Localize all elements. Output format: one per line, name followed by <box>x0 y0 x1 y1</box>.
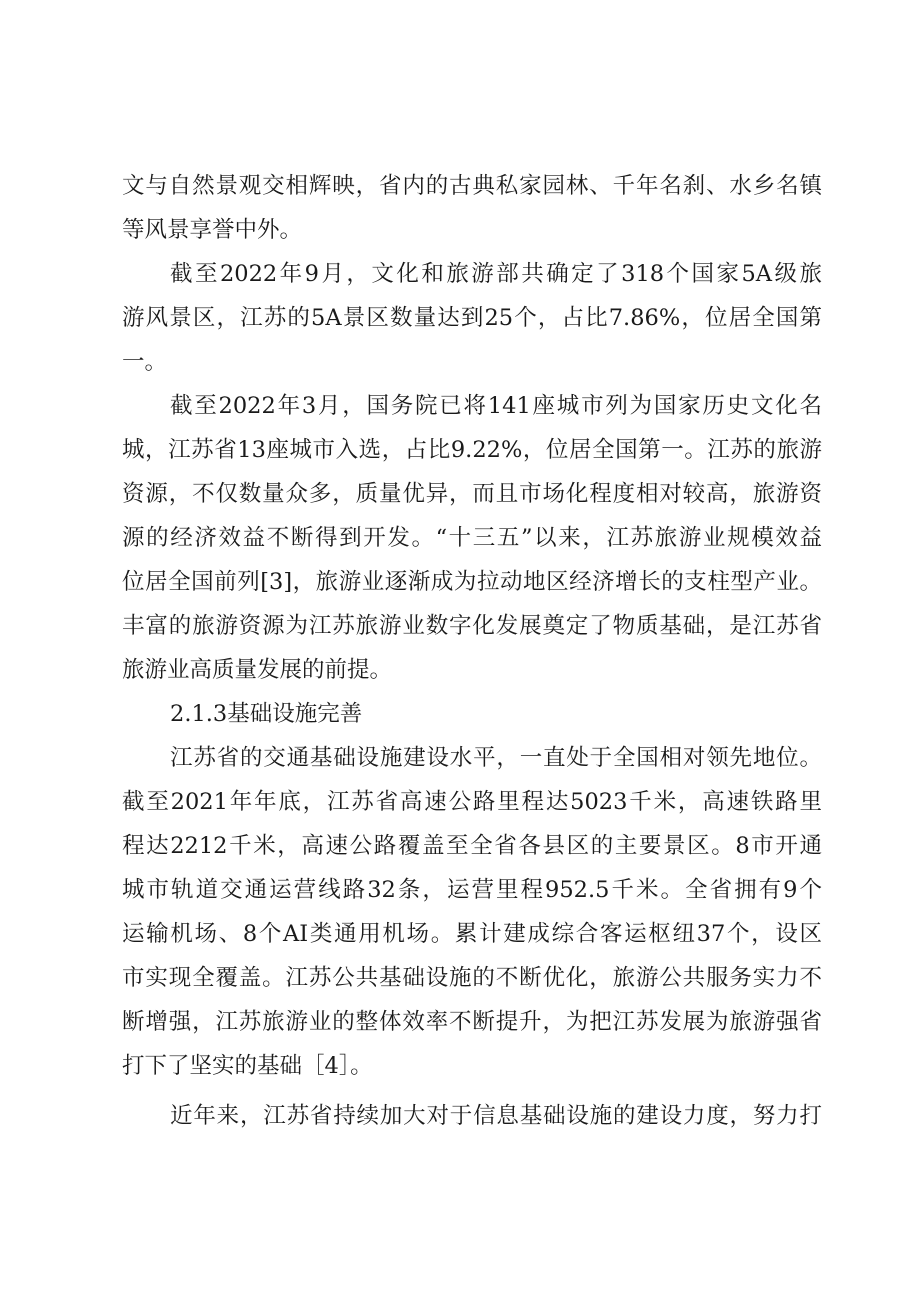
text-line: 城，江苏省13座城市入选，占比9.22%，位居全国第一。江苏的旅游 <box>122 437 822 463</box>
text-line: 城市轨道交通运营线路32条，运营里程952.5千米。全省拥有9个 <box>122 877 822 903</box>
text-line: 源的经济效益不断得到开发。“十三五”以来，江苏旅游业规模效益 <box>122 525 822 551</box>
text-line: 运输机场、8个AI类通用机场。累计建成综合客运枢纽37个，设区 <box>122 921 822 947</box>
text-line: 旅游业高质量发展的前提。 <box>122 657 393 683</box>
text-line: 文与自然景观交相辉映，省内的古典私家园林、千年名刹、水乡名镇 <box>122 173 822 199</box>
text-line: 位居全国前列[3]，旅游业逐渐成为拉动地区经济增长的支柱型产业。 <box>122 569 822 595</box>
text-line: 丰富的旅游资源为江苏旅游业数字化发展奠定了物质基础，是江苏省 <box>122 613 822 639</box>
text-line: 江苏省的交通基础设施建设水平，一直处于全国相对领先地位。 <box>170 745 822 771</box>
text-line: 资源，不仅数量众多，质量优异，而且市场化程度相对较高，旅游资 <box>122 481 822 507</box>
text-line: 近年来，江苏省持续加大对于信息基础设施的建设力度，努力打 <box>170 1103 822 1129</box>
text-line: 等风景享誉中外。 <box>122 217 303 243</box>
text-line: 截至2022年3月，国务院已将141座城市列为国家历史文化名 <box>170 393 822 419</box>
text-line: 截至2022年9月，文化和旅游部共确定了318个国家5A级旅 <box>170 261 822 287</box>
text-line: 截至2021年年底，江苏省高速公路里程达5023千米，高速铁路里 <box>122 789 822 815</box>
text-line: 打下了坚实的基础［4］。 <box>122 1053 373 1079</box>
section-heading: 2.1.3基础设施完善 <box>170 701 363 727</box>
text-line: 游风景区，江苏的5A景区数量达到25个，占比7.86%，位居全国第 <box>122 305 822 331</box>
text-line: 市实现全覆盖。江苏公共基础设施的不断优化，旅游公共服务实力不 <box>122 965 822 991</box>
text-line: 程达2212千米，高速公路覆盖至全省各县区的主要景区。8市开通 <box>122 833 822 859</box>
text-line: 一。 <box>122 349 168 375</box>
text-line: 断增强，江苏旅游业的整体效率不断提升，为把江苏发展为旅游强省 <box>122 1009 822 1035</box>
